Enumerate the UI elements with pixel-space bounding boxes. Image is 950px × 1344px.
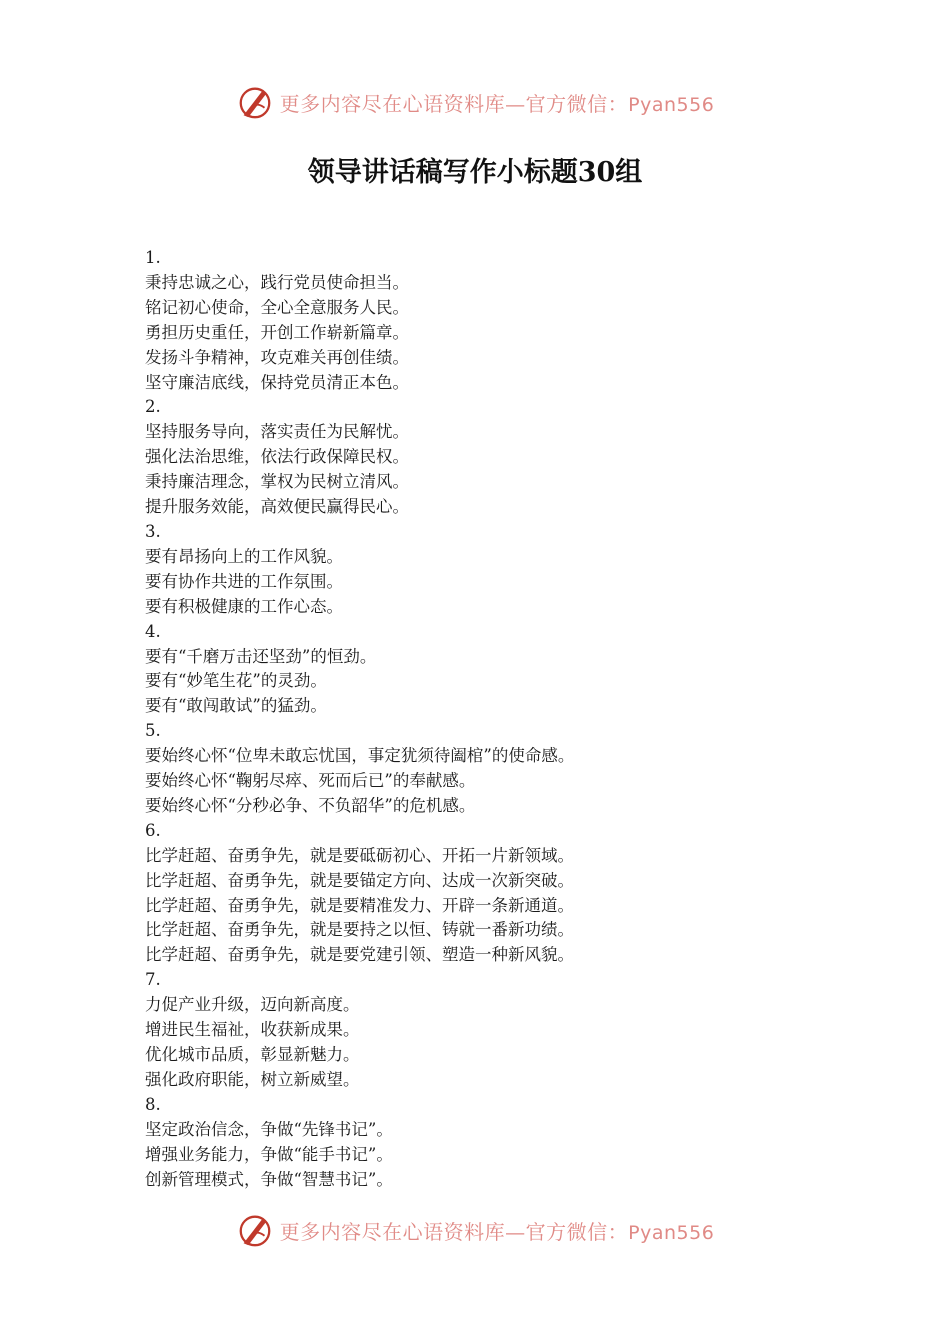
text-line: 强化法治思维，依法行政保障民权。 bbox=[145, 447, 409, 467]
section-number: 2. bbox=[145, 397, 161, 417]
text-line: 要有协作共进的工作氛围。 bbox=[145, 571, 343, 591]
section-number: 5. bbox=[145, 721, 161, 741]
text-line: 要有“敢闯敢试”的猛劲。 bbox=[145, 696, 327, 716]
pen-logo-icon bbox=[236, 83, 274, 121]
text-line: 坚守廉洁底线，保持党员清正本色。 bbox=[145, 372, 409, 392]
text-line: 勇担历史重任，开创工作崭新篇章。 bbox=[145, 322, 409, 342]
text-line: 创新管理模式，争做“智慧书记”。 bbox=[145, 1169, 393, 1189]
section-number: 6. bbox=[145, 820, 161, 840]
text-line: 发扬斗争精神，攻克难关再创佳绩。 bbox=[145, 347, 409, 367]
section-number: 3. bbox=[145, 521, 161, 541]
text-line: 优化城市品质，彰显新魅力。 bbox=[145, 1045, 360, 1064]
document-body bbox=[145, 246, 865, 1192]
text-line: 要始终心怀“分秒必争、不负韶华”的危机感。 bbox=[145, 795, 476, 815]
wechat-id: Pyan556 bbox=[628, 1221, 715, 1244]
section-number: 7. bbox=[145, 970, 161, 990]
text-line: 要有昂扬向上的工作风貌。 bbox=[145, 546, 343, 566]
text-line: 比学赶超、奋勇争先，就是要持之以恒、铸就一番新功绩。 bbox=[145, 920, 574, 940]
text-line: 秉持廉洁理念，掌权为民树立清风。 bbox=[145, 472, 409, 492]
text-line: 比学赶超、奋勇争先，就是要党建引领、塑造一种新风貌。 bbox=[145, 945, 574, 965]
text-line: 要有“千磨万击还坚劲”的恒劲。 bbox=[145, 646, 377, 666]
text-line: 要有“妙笔生花”的灵劲。 bbox=[145, 671, 327, 691]
header-banner bbox=[0, 80, 950, 124]
text-line: 增进民生福祉，收获新成果。 bbox=[145, 1020, 360, 1040]
text-line: 铭记初心使命，全心全意服务人民。 bbox=[145, 297, 409, 317]
text-line: 提升服务效能，高效便民赢得民心。 bbox=[145, 497, 409, 517]
banner-text: 更多内容尽在心语资料库—官方微信：Pyan556 bbox=[279, 1219, 715, 1244]
text-line: 力促产业升级，迈向新高度。 bbox=[145, 995, 360, 1015]
text-line: 比学赶超、奋勇争先，就是要精准发力、开辟一条新通道。 bbox=[145, 895, 574, 915]
section-number: 4. bbox=[145, 621, 161, 641]
text-line: 要始终心怀“鞠躬尽瘁、死而后已”的奉献感。 bbox=[145, 771, 476, 791]
wechat-id: Pyan556 bbox=[628, 93, 715, 116]
banner-text: 更多内容尽在心语资料库—官方微信：Pyan556 bbox=[279, 91, 715, 116]
pen-logo-icon bbox=[236, 1211, 274, 1249]
page-title: 领导讲话稿写作小标题30组 bbox=[307, 157, 643, 188]
section-number: 8. bbox=[145, 1094, 161, 1114]
section-number: 1. bbox=[145, 248, 161, 267]
text-line: 坚持服务导向，落实责任为民解忧。 bbox=[145, 422, 409, 442]
text-line: 强化政府职能，树立新威望。 bbox=[145, 1069, 360, 1089]
text-line: 秉持忠诚之心，践行党员使命担当。 bbox=[145, 272, 409, 292]
text-line: 要始终心怀“位卑未敢忘忧国，事定犹须待阖棺”的使命感。 bbox=[145, 746, 575, 766]
text-line: 增强业务能力，争做“能手书记”。 bbox=[145, 1144, 393, 1164]
text-line: 要有积极健康的工作心态。 bbox=[145, 596, 343, 616]
text-line: 比学赶超、奋勇争先，就是要锚定方向、达成一次新突破。 bbox=[145, 870, 574, 890]
text-line: 坚定政治信念，争做“先锋书记”。 bbox=[145, 1119, 393, 1139]
footer-banner bbox=[0, 1208, 950, 1252]
text-line: 比学赶超、奋勇争先，就是要砥砺初心、开拓一片新领域。 bbox=[145, 845, 574, 865]
